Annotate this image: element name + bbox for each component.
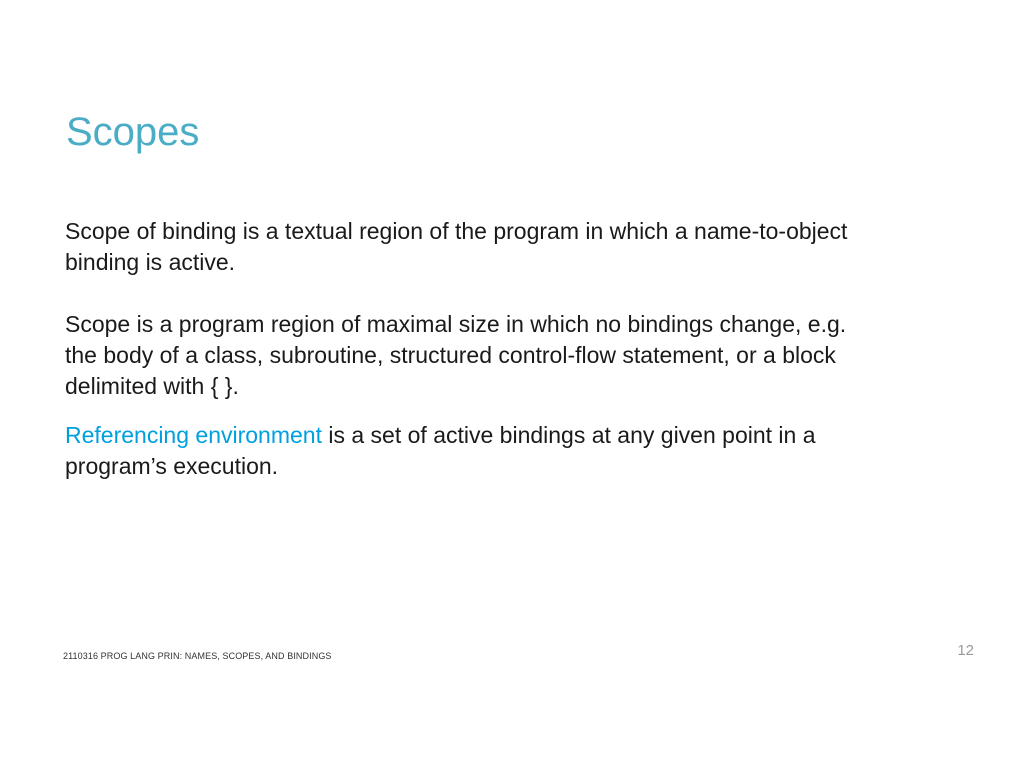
slide-title: Scopes xyxy=(66,110,200,154)
paragraph-line: program’s execution. xyxy=(65,453,279,479)
page-number: 12 xyxy=(957,642,974,659)
paragraph-line: binding is active. xyxy=(65,249,236,275)
paragraph-scope-definition xyxy=(65,309,965,402)
paragraph-line: Scope of binding is a textual region of the program in which a name-to-object xyxy=(65,218,848,244)
paragraph-line: is a set of active bindings at any given point in a xyxy=(321,422,816,448)
slide-footer: 2110316 PROG LANG PRIN: NAMES, SCOPES, AND BINDINGS xyxy=(63,651,332,661)
paragraph-scope-of-binding xyxy=(65,216,965,278)
paragraph-line: the body of a class, subroutine, structured control-flow statement, or a block xyxy=(65,342,836,368)
highlighted-term: Referencing environment xyxy=(65,422,322,448)
paragraph-line: Scope is a program region of maximal size in which no bindings change, e.g. xyxy=(65,311,847,337)
paragraph-referencing-environment xyxy=(65,420,965,482)
paragraph-line: delimited with { }. xyxy=(65,373,239,399)
